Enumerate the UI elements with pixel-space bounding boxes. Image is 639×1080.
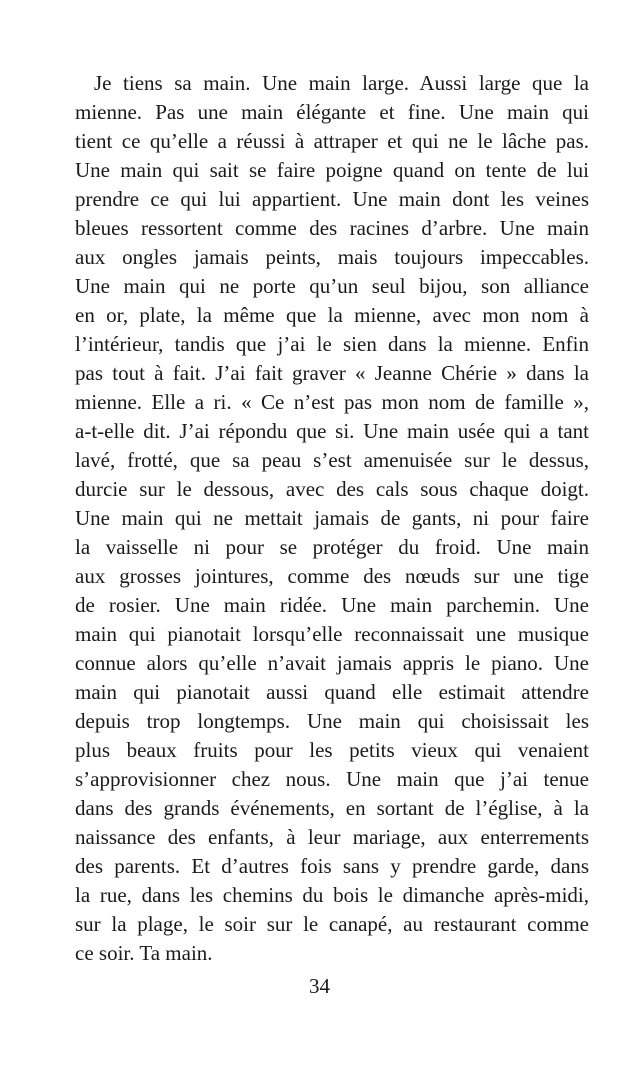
text-line: sur la plage, le soir sur le canapé, au restaurant comme [75, 912, 589, 936]
text-line: en or, plate, la même que la mienne, avec mon nom à [75, 303, 589, 327]
text-line: main qui pianotait lorsqu’elle reconnaissait une musique [75, 622, 589, 646]
page-number: 34 [309, 974, 330, 998]
text-line: Une main qui sait se faire poigne quand on tente de lui [75, 158, 589, 182]
text-line: de rosier. Une main ridée. Une main parchemin. Une [75, 593, 589, 617]
text-line: mienne. Pas une main élégante et fine. Une main qui [75, 100, 589, 124]
text-line: la rue, dans les chemins du bois le dimanche après-midi, [75, 883, 589, 907]
text-line: aux grosses jointures, comme des nœuds sur une tige [75, 564, 589, 588]
text-line: aux ongles jamais peints, mais toujours impeccables. [75, 245, 589, 269]
text-line: tient ce qu’elle a réussi à attraper et qui ne le lâche pas. [75, 129, 589, 153]
text-line: s’approvisionner chez nous. Une main que j’ai tenue [75, 767, 589, 791]
text-line: Une main qui ne mettait jamais de gants, ni pour faire [75, 506, 589, 530]
text-line: ce soir. Ta main. [75, 941, 213, 965]
text-line: connue alors qu’elle n’avait jamais appris le piano. Une [75, 651, 589, 675]
text-line: prendre ce qui lui appartient. Une main dont les veines [75, 187, 589, 211]
text-line: Je tiens sa main. Une main large. Aussi large que la [94, 71, 589, 95]
text-line: mienne. Elle a ri. « Ce n’est pas mon nom de famille », [75, 390, 589, 414]
text-line: dans des grands événements, en sortant de l’église, à la [75, 796, 589, 820]
text-line: des parents. Et d’autres fois sans y prendre garde, dans [75, 854, 589, 878]
text-line: a-t-elle dit. J’ai répondu que si. Une main usée qui a tant [75, 419, 589, 443]
text-line: Une main qui ne porte qu’un seul bijou, son alliance [75, 274, 589, 298]
text-line: depuis trop longtemps. Une main qui choisissait les [75, 709, 589, 733]
text-line: durcie sur le dessous, avec des cals sous chaque doigt. [75, 477, 589, 501]
text-line: naissance des enfants, à leur mariage, aux enterrements [75, 825, 589, 849]
body-paragraph [75, 69, 589, 968]
text-line: l’intérieur, tandis que j’ai le sien dans la mienne. Enfin [75, 332, 589, 356]
text-line: lavé, frotté, que sa peau s’est amenuisée sur le dessus, [75, 448, 589, 472]
text-line: main qui pianotait aussi quand elle estimait attendre [75, 680, 589, 704]
text-line: plus beaux fruits pour les petits vieux qui venaient [75, 738, 589, 762]
text-line: bleues ressortent comme des racines d’arbre. Une main [75, 216, 589, 240]
text-line: la vaisselle ni pour se protéger du froid. Une main [75, 535, 589, 559]
text-line: pas tout à fait. J’ai fait graver « Jeanne Chérie » dans la [75, 361, 589, 385]
